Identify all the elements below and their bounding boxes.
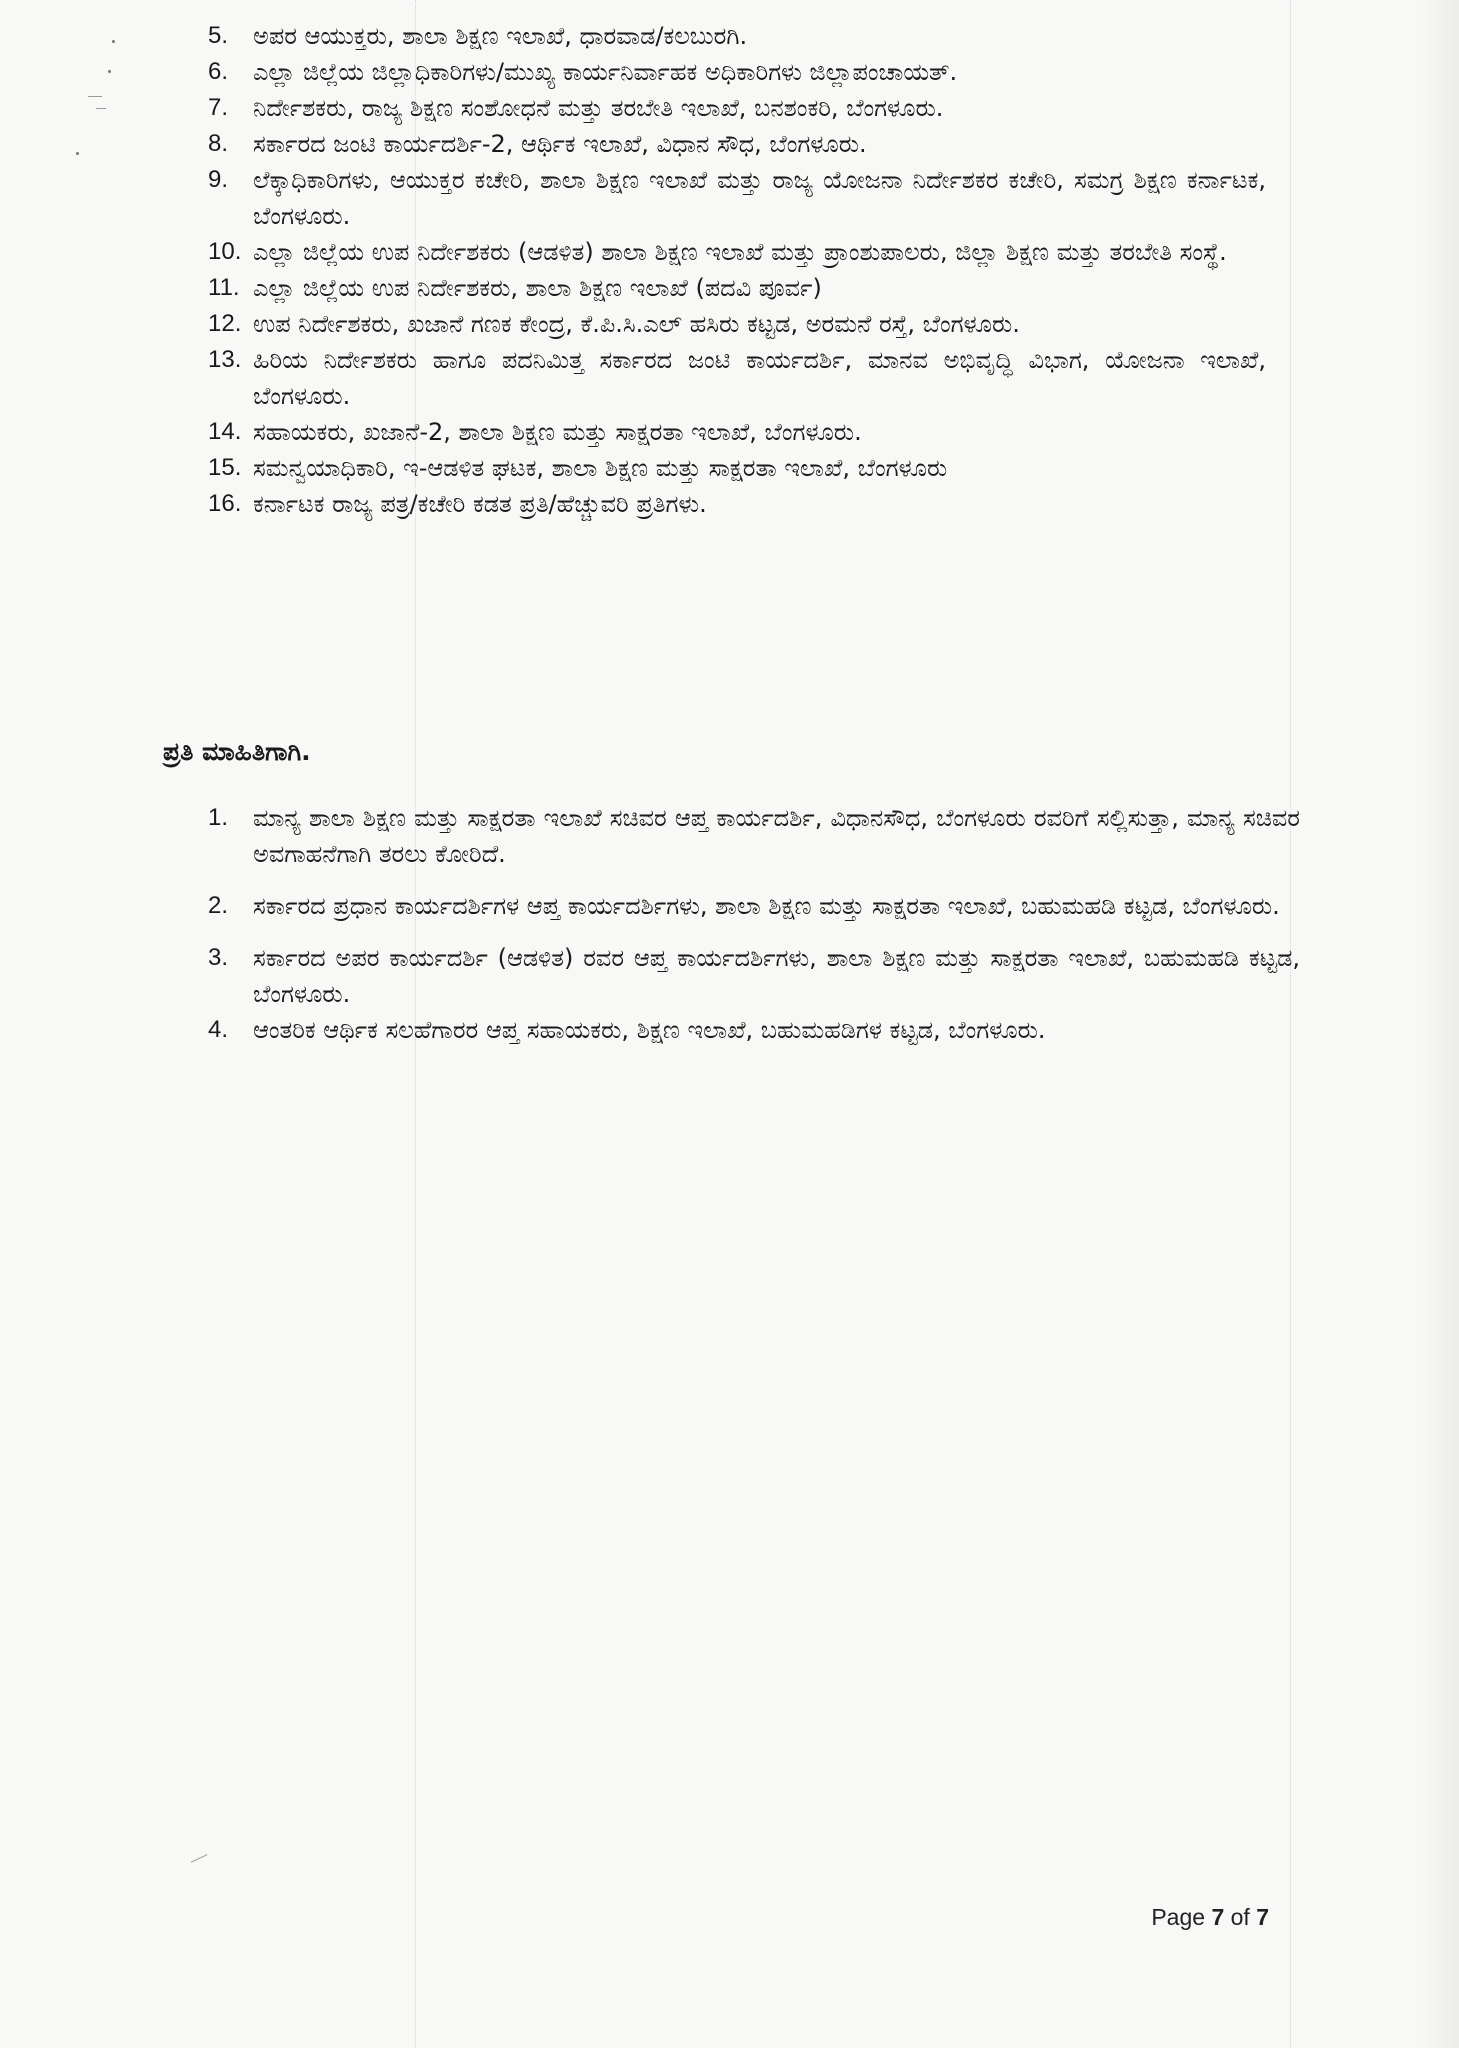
list-item — [208, 800, 1300, 872]
item-number: 2. — [208, 892, 229, 919]
list-item — [208, 1012, 1300, 1048]
scan-edge-shadow — [1419, 0, 1459, 2048]
list-item — [208, 414, 1266, 450]
list-item — [208, 940, 1300, 1012]
item-number: 4. — [208, 1016, 229, 1043]
list-item — [208, 90, 1266, 126]
item-number: 16. — [208, 490, 242, 517]
item-text: ಸಮನ್ವಯಾಧಿಕಾರಿ, ಇ-ಆಡಳಿತ ಘಟಕ, ಶಾಲಾ ಶಿಕ್ಷಣ ಮತ್ತು ಸಾಕ್ಷರತಾ ಇಲಾಖೆ, ಬೆಂಗಳೂರು — [253, 454, 948, 482]
scan-speck — [76, 152, 79, 155]
list-item — [208, 342, 1266, 414]
recipient-list — [208, 18, 1266, 522]
scan-speck — [112, 40, 115, 43]
list-item — [208, 54, 1266, 90]
item-text: ಆಂತರಿಕ ಆರ್ಥಿಕ ಸಲಹೆಗಾರರ ಆಪ್ತ ಸಹಾಯಕರು, ಶಿಕ್ಷಣ ಇಲಾಖೆ, ಬಹುಮಹಡಿಗಳ ಕಟ್ಟಡ, ಬೆಂಗಳೂರು. — [253, 1016, 1046, 1044]
item-text: ಹಿರಿಯ ನಿರ್ದೇಶಕರು ಹಾಗೂ ಪದನಿಮಿತ್ತ ಸರ್ಕಾರದ ಜಂಟಿ ಕಾರ್ಯದರ್ಶಿ, ಮಾನವ ಅಭಿವೃದ್ಧಿ ವಿಭಾಗ, ಯೋಜನಾ ಇಲಾಖೆ, ಬೆಂಗಳೂರು. — [253, 346, 1266, 410]
item-number: 12. — [208, 310, 242, 337]
list-item — [208, 126, 1266, 162]
item-text: ಲೆಕ್ಕಾಧಿಕಾರಿಗಳು, ಆಯುಕ್ತರ ಕಚೇರಿ, ಶಾಲಾ ಶಿಕ್ಷಣ ಇಲಾಖೆ ಮತ್ತು ರಾಜ್ಯ ಯೋಜನಾ ನಿರ್ದೇಶಕರ ಕಚೇರಿ, ಸಮಗ್ರ ಶಿಕ್ಷಣ ಕರ್ನಾಟಕ, ಬೆಂಗಳೂರು. — [253, 166, 1266, 230]
item-text: ಎಲ್ಲಾ ಜಿಲ್ಲೆಯ ಉಪ ನಿರ್ದೇಶಕರು (ಆಡಳಿತ) ಶಾಲಾ ಶಿಕ್ಷಣ ಇಲಾಖೆ ಮತ್ತು ಪ್ರಾಂಶುಪಾಲರು, ಜಿಲ್ಲಾ ಶಿಕ್ಷಣ ಮತ್ತು ತರಬೇತಿ ಸಂಸ್ಥೆ. — [253, 238, 1227, 266]
list-item — [208, 888, 1300, 924]
item-text: ಎಲ್ಲಾ ಜಿಲ್ಲೆಯ ಉಪ ನಿರ್ದೇಶಕರು, ಶಾಲಾ ಶಿಕ್ಷಣ ಇಲಾಖೆ (ಪದವಿ ಪೂರ್ವ) — [253, 274, 822, 302]
item-text: ಉಪ ನಿರ್ದೇಶಕರು, ಖಜಾನೆ ಗಣಕ ಕೇಂದ್ರ, ಕೆ.ಪಿ.ಸಿ.ಎಲ್ ಹಸಿರು ಕಟ್ಟಡ, ಅರಮನೆ ರಸ್ತೆ, ಬೆಂಗಳೂರು. — [253, 310, 1020, 338]
item-number: 1. — [208, 804, 229, 831]
page-label: Page — [1151, 1904, 1206, 1930]
scan-speck — [88, 96, 102, 97]
scan-speck — [191, 1854, 208, 1863]
item-number: 3. — [208, 944, 229, 971]
item-text: ಮಾನ್ಯ ಶಾಲಾ ಶಿಕ್ಷಣ ಮತ್ತು ಸಾಕ್ಷರತಾ ಇಲಾಖೆ ಸಚಿವರ ಆಪ್ತ ಕಾರ್ಯದರ್ಶಿ, ವಿಧಾನಸೌಧ, ಬೆಂಗಳೂರು ರವರಿಗೆ ಸಲ್ಲಿಸುತ್ತಾ, ಮಾನ್ಯ ಸಚಿವರ ಅವಗಾಹನೆಗಾಗಿ ತರಲು ಕೋರಿದೆ. — [253, 804, 1300, 868]
item-number: 9. — [208, 166, 229, 193]
item-text: ಕರ್ನಾಟಕ ರಾಜ್ಯ ಪತ್ರ/ಕಚೇರಿ ಕಡತ ಪ್ರತಿ/ಹೆಚ್ಚುವರಿ ಪ್ರತಿಗಳು. — [253, 490, 707, 518]
item-text: ಸಹಾಯಕರು, ಖಜಾನೆ-2, ಶಾಲಾ ಶಿಕ್ಷಣ ಮತ್ತು ಸಾಕ್ಷರತಾ ಇಲಾಖೆ, ಬೆಂಗಳೂರು. — [253, 418, 862, 446]
scan-speck — [96, 108, 106, 109]
page-current: 7 — [1211, 1904, 1225, 1930]
list-item — [208, 450, 1266, 486]
item-text: ಅಪರ ಆಯುಕ್ತರು, ಶಾಲಾ ಶಿಕ್ಷಣ ಇಲಾಖೆ, ಧಾರವಾಡ/ಕಲಬುರಗಿ. — [253, 22, 748, 50]
list-item — [208, 162, 1266, 234]
scan-speck — [108, 70, 111, 73]
list-item — [208, 306, 1266, 342]
item-number: 8. — [208, 130, 229, 157]
item-text: ಸರ್ಕಾರದ ಜಂಟಿ ಕಾರ್ಯದರ್ಶಿ-2, ಆರ್ಥಿಕ ಇಲಾಖೆ, ವಿಧಾನ ಸೌಧ, ಬೆಂಗಳೂರು. — [253, 130, 867, 158]
copy-section-heading: ಪ್ರತಿ ಮಾಹಿತಿಗಾಗಿ. — [163, 737, 311, 766]
list-item — [208, 270, 1266, 306]
copy-list — [208, 800, 1300, 1048]
item-number: 13. — [208, 346, 242, 373]
item-number: 10. — [208, 238, 242, 265]
item-text: ಎಲ್ಲಾ ಜಿಲ್ಲೆಯ ಜಿಲ್ಲಾಧಿಕಾರಿಗಳು/ಮುಖ್ಯ ಕಾರ್ಯನಿರ್ವಾಹಕ ಅಧಿಕಾರಿಗಳು ಜಿಲ್ಲಾಪಂಚಾಯತ್. — [253, 58, 958, 86]
list-item — [208, 486, 1266, 522]
page-number — [1151, 1904, 1269, 1931]
item-number: 6. — [208, 58, 229, 85]
item-number: 11. — [208, 274, 240, 301]
item-number: 5. — [208, 22, 229, 49]
item-number: 7. — [208, 94, 229, 121]
page-total: 7 — [1256, 1904, 1269, 1930]
item-text: ಸರ್ಕಾರದ ಪ್ರಧಾನ ಕಾರ್ಯದರ್ಶಿಗಳ ಆಪ್ತ ಕಾರ್ಯದರ್ಶಿಗಳು, ಶಾಲಾ ಶಿಕ್ಷಣ ಮತ್ತು ಸಾಕ್ಷರತಾ ಇಲಾಖೆ, ಬಹುಮಹಡಿ ಕಟ್ಟಡ, ಬೆಂಗಳೂರು. — [253, 892, 1280, 920]
list-item — [208, 234, 1266, 270]
item-text: ನಿರ್ದೇಶಕರು, ರಾಜ್ಯ ಶಿಕ್ಷಣ ಸಂಶೋಧನೆ ಮತ್ತು ತರಬೇತಿ ಇಲಾಖೆ, ಬನಶಂಕರಿ, ಬೆಂಗಳೂರು. — [253, 94, 944, 122]
item-number: 14. — [208, 418, 242, 445]
list-item — [208, 18, 1266, 54]
item-number: 15. — [208, 454, 242, 481]
page-of: of — [1230, 1904, 1250, 1930]
item-text: ಸರ್ಕಾರದ ಅಪರ ಕಾರ್ಯದರ್ಶಿ (ಆಡಳಿತ) ರವರ ಆಪ್ತ ಕಾರ್ಯದರ್ಶಿಗಳು, ಶಾಲಾ ಶಿಕ್ಷಣ ಮತ್ತು ಸಾಕ್ಷರತಾ ಇಲಾಖೆ, ಬಹುಮಹಡಿ ಕಟ್ಟಡ, ಬೆಂಗಳೂರು. — [253, 944, 1300, 1008]
